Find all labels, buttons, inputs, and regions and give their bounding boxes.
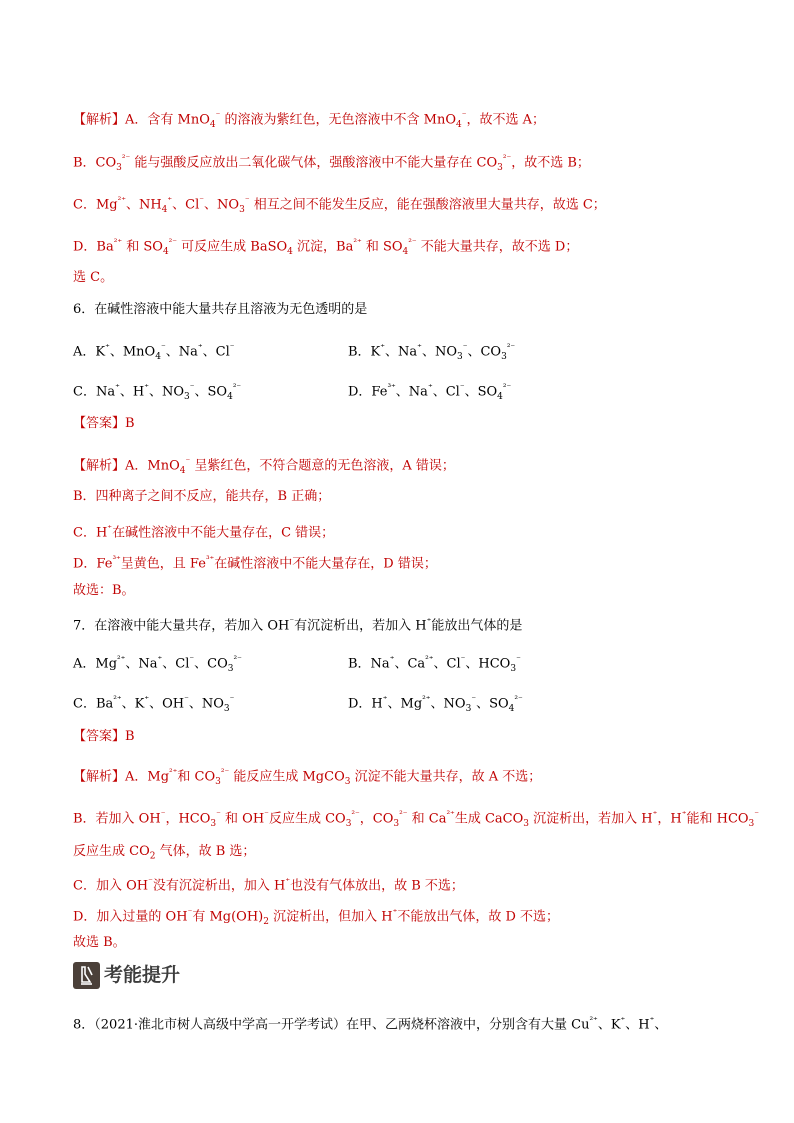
answer-option: C．Na⁺、H⁺、$NO_3^{^-}$、$SO_4^{^{2-}}$ xyxy=(73,383,242,402)
text-line: 【解析】A．含有 MnO$_4$⁻ 的溶液为紫红色，无色溶液中不含 MnO$_4$⁻，故不选 A； xyxy=(73,111,546,130)
text-line: D．加入过量的 OH⁻有 $Mg(OH)_2$ 沉淀析出，但加入 H⁺不能放出气体，故 D 不选； xyxy=(73,908,560,927)
text-line: 7．在溶液中能大量共存，若加入 OH⁻有沉淀析出，若加入 H⁺能放出气体的是 xyxy=(73,617,523,634)
text-line: 【答案】B xyxy=(73,729,135,744)
text-line: 6．在碱性溶液中能大量共存且溶液为无色透明的是 xyxy=(73,302,368,317)
answer-option: C．$Ba^{^{2+}}$、K⁺、OH⁻、$NO_3^{^-}$ xyxy=(73,695,235,714)
answer-option: D．$Fe^{^{3+}}$、Na⁺、Cl⁻、$SO_4^{^{2-}}$ xyxy=(348,383,512,402)
flask-icon xyxy=(73,962,100,989)
text-line: 反应生成 $CO_2$ 气体，故 B 选； xyxy=(73,844,256,862)
text-line: 【解析】A．$Mg^{^{2+}}$和 $CO_3^{^{2-}}$ 能反应生成 MgCO$_3$ 沉淀不能大量共存，故 A 不选； xyxy=(73,768,542,787)
text-line: 【答案】B xyxy=(73,416,135,431)
text-line: D．$Ba^{^{2+}}$ 和 $SO_4^{^{2-}}$ 可反应生成 BaSO$_4$ 沉淀，$Ba^{^{2+}}$ 和 $SO_4^{^{2-}}$ 不能大量共存，故不选 D； xyxy=(73,238,579,257)
text-line: 【解析】A．MnO$_4$⁻ 呈紫红色，不符合题意的无色溶液，A 错误； xyxy=(73,457,455,476)
answer-option: D．H⁺、$Mg^{^{2+}}$、$NO_3^{^-}$、$SO_4^{^{2-}}$ xyxy=(348,695,523,714)
answer-option: B．Na⁺、$Ca^{^{2+}}$、Cl⁻、$HCO_3^{^-}$ xyxy=(348,655,521,674)
answer-option: B．K⁺、Na⁺、$NO_3^{^-}$、$CO_3^{^{2-}}$ xyxy=(348,343,516,362)
text-line: B．若加入 OH⁻，$HCO_3^{^-}$ 和 OH⁻反应生成 $CO_3^{^{2-}}$，$CO_3^{^{2-}}$ 和 $Ca^{^{2+}}$生成 CaCO$_3$ 沉淀析出，若加入 H⁺，H⁺能和 $HCO_3^{^-}$ xyxy=(73,810,760,829)
section-title: 考能提升 xyxy=(104,964,181,986)
answer-option: A．K⁺、MnO$_4$⁻、Na⁺、Cl⁻ xyxy=(73,343,235,362)
text-line: 选 C。 xyxy=(73,270,114,285)
text-line: C．加入 OH⁻没有沉淀析出，加入 H⁺也没有气体放出，故 B 不选； xyxy=(73,877,464,894)
text-line: C．$Mg^{^{2+}}$、$NH_4^{^+}$、Cl⁻、$NO_3^{^-}$ 相互之间不能发生反应，能在强酸溶液里大量共存，故选 C； xyxy=(73,196,606,215)
text-line: 8．（2021·淮北市树人高级中学高一开学考试）在甲、乙两烧杯溶液中，分别含有大量 $Cu^{^{2+}}$、K⁺、H⁺、 xyxy=(73,1016,668,1033)
text-line: D．$Fe^{^{3+}}$呈黄色，且 $Fe^{^{3+}}$在碱性溶液中不能大量存在，D 错误； xyxy=(73,555,437,572)
text-line: 故选：B。 xyxy=(73,583,135,598)
text-line: B．四种离子之间不反应，能共存，B 正确； xyxy=(73,489,331,504)
text-line: B．$CO_3^{^{2-}}$ 能与强酸反应放出二氧化碳气体，强酸溶液中不能大量存在 $CO_3^{^{2-}}$，故不选 B； xyxy=(73,154,590,173)
answer-option: A．$Mg^{^{2+}}$、Na⁺、Cl⁻、$CO_3^{^{2-}}$ xyxy=(73,655,242,674)
text-line: 故选 B。 xyxy=(73,935,126,950)
text-line: C．H⁺在碱性溶液中不能大量存在，C 错误； xyxy=(73,524,335,541)
